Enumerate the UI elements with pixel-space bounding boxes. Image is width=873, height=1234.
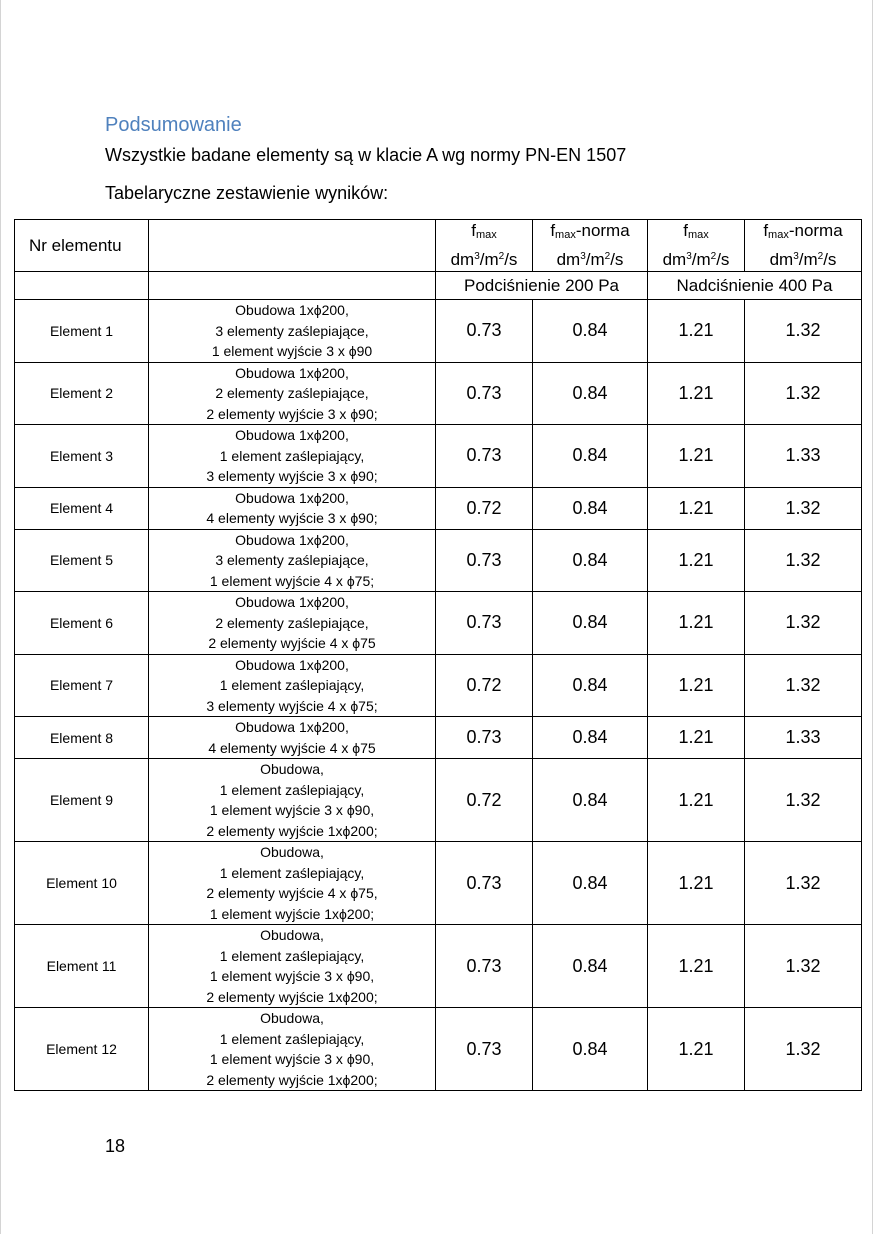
cell-fmax-under: 0.72 (436, 654, 533, 717)
unit-s: /s (504, 250, 518, 269)
cell-fmax-norma-over: 1.32 (745, 529, 862, 592)
description-line: Obudowa 1xϕ200, (235, 656, 349, 673)
table-body (15, 300, 862, 1091)
table-row (15, 717, 862, 759)
description-line: 1 element wyjście 1xϕ200; (209, 905, 375, 922)
unit-m: /m (691, 250, 711, 269)
description-line: 3 elementy wyjście 4 x ϕ75; (206, 697, 378, 714)
header-max: max (475, 229, 497, 241)
description-line: 1 element zaślepiający, (219, 864, 365, 881)
description-line: Obudowa, (260, 844, 324, 860)
unit-s: /s (716, 250, 730, 269)
cell-fmax-over: 1.21 (648, 425, 745, 488)
cell-fmax-norma-over: 1.32 (745, 300, 862, 363)
cell-description (149, 529, 436, 592)
header-max: max (555, 229, 576, 241)
header-max: max (687, 229, 709, 241)
description-line: 1 element wyjście 3 x ϕ90, (209, 1051, 375, 1067)
cell-fmax-norma-under: 0.84 (533, 592, 648, 655)
cell-description (149, 592, 436, 655)
cell-description (149, 425, 436, 488)
unit-m: /m (479, 250, 499, 269)
cell-fmax-norma-under: 0.84 (533, 487, 648, 529)
cell-fmax-norma-over: 1.32 (745, 925, 862, 1008)
description-line: Obudowa, (260, 1010, 324, 1026)
description-line: 1 element zaślepiający, (219, 947, 365, 964)
description-line: 3 elementy wyjście 3 x ϕ90; (206, 468, 378, 484)
unit-s: /s (823, 250, 837, 269)
description-line: 1 element zaślepiający, (219, 677, 365, 693)
cell-element-name: Element 11 (15, 925, 149, 1008)
cell-fmax-under: 0.73 (436, 362, 533, 425)
unit-2: 2 (710, 251, 717, 262)
description-line: 1 element wyjście 3 x ϕ90, (209, 802, 375, 818)
header-fmax-norma-over (745, 220, 862, 272)
description-line: 3 elementy zaślepiające, (215, 322, 369, 339)
description-line: Obudowa 1xϕ200, (235, 594, 349, 610)
cell-fmax-under: 0.73 (436, 925, 533, 1008)
description-line: Obudowa 1xϕ200, (235, 364, 349, 381)
cell-fmax-norma-under: 0.84 (533, 362, 648, 425)
cell-element-name: Element 8 (15, 717, 149, 759)
cell-description (149, 300, 436, 363)
header-nr-element: Nr elementu (15, 220, 149, 272)
table-row (15, 1008, 862, 1091)
cell-element-name: Element 1 (15, 300, 149, 363)
description-line: Obudowa 1xϕ200, (235, 531, 349, 548)
cell-fmax-over: 1.21 (648, 717, 745, 759)
cell-fmax-norma-over: 1.32 (745, 759, 862, 842)
table-row (15, 487, 862, 529)
cell-fmax-under: 0.73 (436, 300, 533, 363)
group-overpressure: Nadciśnienie 400 Pa (648, 272, 862, 300)
cell-fmax-over: 1.21 (648, 759, 745, 842)
cell-fmax-norma-over: 1.32 (745, 362, 862, 425)
description-line: Obudowa, (260, 761, 324, 777)
unit-m: /m (798, 250, 818, 269)
cell-description (149, 759, 436, 842)
cell-fmax-under: 0.73 (436, 842, 533, 925)
cell-fmax-norma-under: 0.84 (533, 925, 648, 1008)
description-line: 1 element wyjście 4 x ϕ75; (209, 572, 375, 589)
description-line: Obudowa, (260, 927, 324, 943)
header-fmax-over (648, 220, 745, 272)
cell-element-name: Element 5 (15, 529, 149, 592)
description-line: Obudowa 1xϕ200, (235, 302, 349, 318)
cell-fmax-norma-under: 0.84 (533, 654, 648, 717)
cell-description (149, 487, 436, 529)
cell-description (149, 717, 436, 759)
description-line: 1 element wyjście 3 x ϕ90, (209, 968, 375, 984)
header-f: f (683, 221, 688, 240)
header-f: f (763, 221, 769, 240)
cell-fmax-norma-over: 1.33 (745, 717, 862, 759)
cell-fmax-under: 0.72 (436, 487, 533, 529)
description-line: 2 elementy wyjście 3 x ϕ90; (206, 405, 378, 422)
cell-fmax-norma-over: 1.33 (745, 425, 862, 488)
table-row (15, 529, 862, 592)
cell-fmax-norma-over: 1.32 (745, 487, 862, 529)
cell-element-name: Element 2 (15, 362, 149, 425)
cell-description (149, 362, 436, 425)
description-line: Obudowa 1xϕ200, (235, 489, 349, 506)
description-line: Obudowa 1xϕ200, (235, 719, 349, 735)
header-f: f (550, 221, 556, 240)
cell-fmax-norma-over: 1.32 (745, 1008, 862, 1091)
header-max: max (768, 229, 789, 241)
cell-description (149, 842, 436, 925)
header-description (149, 220, 436, 272)
unit-3: 3 (686, 251, 692, 262)
table-row (15, 654, 862, 717)
table-row (15, 592, 862, 655)
cell-fmax-norma-under: 0.84 (533, 717, 648, 759)
table-caption: Tabelaryczne zestawienie wyników: (105, 183, 389, 203)
unit-dm: dm (556, 250, 581, 269)
cell-description (149, 1008, 436, 1091)
description-line: 2 elementy wyjście 1xϕ200; (206, 1071, 378, 1088)
description-line: 1 element zaślepiający, (219, 1030, 365, 1047)
cell-fmax-over: 1.21 (648, 529, 745, 592)
header-f: f (471, 221, 476, 240)
cell-fmax-norma-under: 0.84 (533, 425, 648, 488)
unit-m: /m (585, 250, 605, 269)
unit-3: 3 (474, 251, 480, 262)
cell-element-name: Element 9 (15, 759, 149, 842)
cell-fmax-over: 1.21 (648, 592, 745, 655)
cell-element-name: Element 7 (15, 654, 149, 717)
description-line: 2 elementy wyjście 4 x ϕ75 (208, 635, 376, 651)
cell-fmax-norma-under: 0.84 (533, 529, 648, 592)
description-line: 1 element zaślepiający, (219, 781, 365, 798)
summary-text: Wszystkie badane elementy są w klacie A wg normy PN-EN 1507 (105, 145, 627, 165)
cell-fmax-norma-over: 1.32 (745, 592, 862, 655)
table-row (15, 300, 862, 363)
cell-fmax-under: 0.72 (436, 759, 533, 842)
unit-s: /s (610, 250, 624, 269)
description-line: 2 elementy wyjście 1xϕ200; (206, 988, 378, 1005)
cell-fmax-norma-under: 0.84 (533, 842, 648, 925)
cell-fmax-under: 0.73 (436, 425, 533, 488)
description-line: Obudowa 1xϕ200, (235, 427, 349, 443)
cell-fmax-under: 0.73 (436, 717, 533, 759)
page-number: 18 (105, 1136, 126, 1156)
cell-element-name: Element 4 (15, 487, 149, 529)
cell-fmax-norma-under: 0.84 (533, 1008, 648, 1091)
description-line: 2 elementy wyjście 1xϕ200; (206, 822, 378, 839)
cell-fmax-under: 0.73 (436, 529, 533, 592)
table-row (15, 759, 862, 842)
table-row (15, 362, 862, 425)
description-line: 2 elementy zaślepiające, (215, 385, 369, 401)
cell-fmax-over: 1.21 (648, 925, 745, 1008)
cell-element-name: Element 12 (15, 1008, 149, 1091)
description-line: 4 elementy wyjście 3 x ϕ90; (206, 510, 378, 526)
section-heading: Podsumowanie (105, 114, 242, 136)
header-fmax-norma-under (533, 220, 648, 272)
cell-description (149, 925, 436, 1008)
cell-fmax-norma-over: 1.32 (745, 654, 862, 717)
cell-description (149, 654, 436, 717)
description-line: 3 elementy zaślepiające, (215, 552, 369, 568)
group-underpressure: Podciśnienie 200 Pa (436, 272, 648, 300)
cell-fmax-norma-under: 0.84 (533, 300, 648, 363)
unit-2: 2 (604, 251, 611, 262)
cell-element-name: Element 6 (15, 592, 149, 655)
description-line: 2 elementy zaślepiające, (215, 614, 369, 631)
cell-fmax-over: 1.21 (648, 487, 745, 529)
cell-element-name: Element 3 (15, 425, 149, 488)
cell-fmax-over: 1.21 (648, 842, 745, 925)
unit-dm: dm (662, 250, 687, 269)
cell-element-name: Element 10 (15, 842, 149, 925)
header-norma: -norma (575, 221, 630, 240)
table-row (15, 842, 862, 925)
header-fmax-under (436, 220, 533, 272)
cell-fmax-norma-under: 0.84 (533, 759, 648, 842)
description-line: 2 elementy wyjście 4 x ϕ75, (206, 885, 378, 901)
cell-fmax-over: 1.21 (648, 362, 745, 425)
cell-fmax-over: 1.21 (648, 300, 745, 363)
table-row (15, 925, 862, 1008)
unit-dm: dm (450, 250, 475, 269)
cell-fmax-under: 0.73 (436, 1008, 533, 1091)
table-row (15, 425, 862, 488)
description-line: 1 element wyjście 3 x ϕ90 (211, 343, 373, 359)
unit-3: 3 (580, 251, 586, 262)
group-empty-1 (15, 272, 149, 300)
group-empty-2 (149, 272, 436, 300)
cell-fmax-over: 1.21 (648, 1008, 745, 1091)
unit-2: 2 (498, 251, 505, 262)
header-norma: -norma (788, 221, 843, 240)
description-line: 1 element zaślepiający, (219, 447, 365, 464)
results-table (14, 219, 862, 1091)
cell-fmax-over: 1.21 (648, 654, 745, 717)
cell-fmax-under: 0.73 (436, 592, 533, 655)
page-edge-left (0, 0, 1, 1234)
description-line: 4 elementy wyjście 4 x ϕ75 (208, 739, 376, 756)
unit-2: 2 (817, 251, 824, 262)
unit-3: 3 (793, 251, 799, 262)
cell-fmax-norma-over: 1.32 (745, 842, 862, 925)
unit-dm: dm (769, 250, 794, 269)
